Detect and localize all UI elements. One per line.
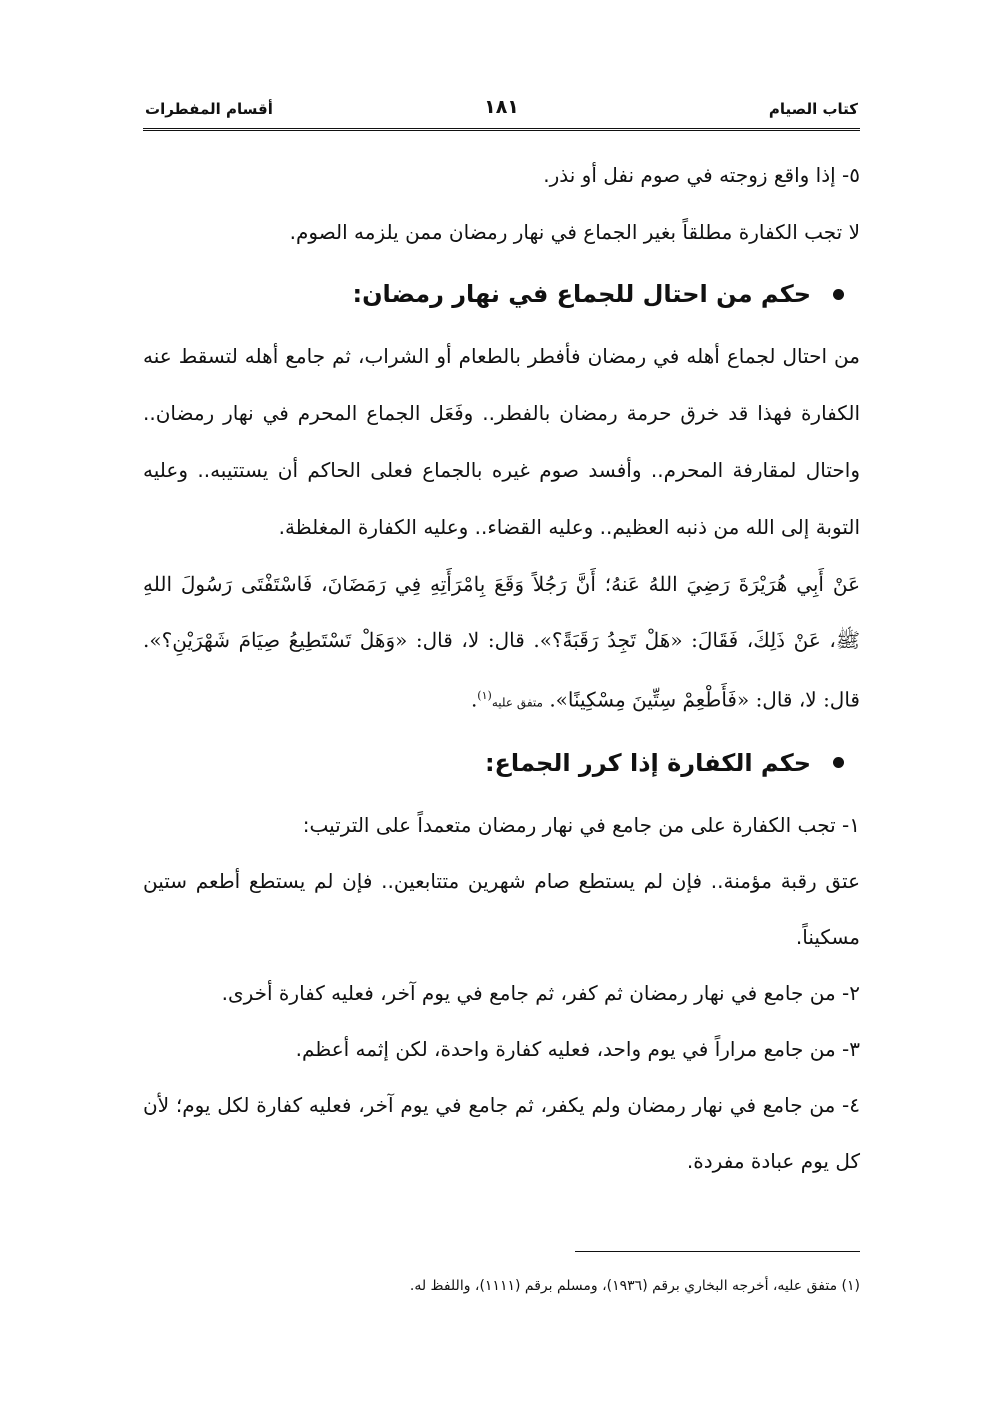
no-kaffara-statement: لا تجب الكفارة مطلقاً بغير الجماع في نهار رمضان ممن يلزمه الصوم. bbox=[289, 220, 860, 244]
list-item-2: ٢- من جامع في نهار رمضان ثم كفر، ثم جامع في يوم آخر، فعليه كفارة أخرى. bbox=[221, 980, 860, 1005]
page-header bbox=[143, 96, 860, 131]
stratagem-paragraph: من احتال لجماع أهله في رمضان فأفطر بالطعام أو الشراب، ثم جامع أهله لتسقط عنه الكفارة فهذا قد خرق حرمة رمضان بالفطر.. وفَعَل الجماع المحرم في نهار رمضان.. واحتال لمقارفة المحرم.. وأفسد صوم غيره بالجماع فعلى الحاكم أن يستتيبه.. وعليه التوبة إلى الله من ذنبه العظيم.. وعليه القضاء.. وعليه الكفارة المغلظة. bbox=[143, 344, 860, 539]
footnote-reference: (١) bbox=[477, 689, 492, 702]
hadith-body: عَنْ أَبِي هُرَيْرَةَ رَضِيَ اللهُ عَنهُ؛ أَنَّ رَجُلاً وَقَعَ بِامْرَأَتِهِ فِي رَمَضَانَ، فَاسْتَفْتَى رَسُولَ اللهِ ﷺ، عَنْ ذَلِكَ، فَقَالَ: «هَلْ تَجِدُ رَقَبَةً؟». قال: لا، قال: «وَهَلْ تَسْتَطِيعُ صِيَامَ شَهْرَيْنِ؟». قال: لا، قال: «فَأَطْعِمْ سِتِّينَ مِسْكِينًا». bbox=[143, 572, 860, 712]
footnote-divider bbox=[575, 1251, 860, 1252]
hadith-text: عَنْ أَبِي هُرَيْرَةَ رَضِيَ اللهُ عَنهُ؛ أَنَّ رَجُلاً وَقَعَ بِامْرَأَتِهِ فِي رَمَضَانَ، فَاسْتَفْتَى رَسُولَ اللهِ ﷺ، عَنْ ذَلِكَ، فَقَالَ: «هَلْ تَجِدُ رَقَبَةً؟». قال: لا، قال: «وَهَلْ تَسْتَطِيعُ صِيَامَ شَهْرَيْنِ؟». قال: لا، قال: «فَأَطْعِمْ سِتِّينَ مِسْكِينًا». متفق عليه$^{(١)}$. bbox=[143, 572, 860, 712]
section-heading-repeat bbox=[143, 743, 860, 783]
page-body bbox=[143, 160, 860, 1189]
hadith-source: متفق عليه bbox=[491, 695, 543, 710]
list-item-1: ١- تجب الكفارة على من جامع في نهار رمضان متعمداً على الترتيب: bbox=[302, 812, 860, 837]
bullet-icon bbox=[833, 289, 844, 300]
page-number: ١٨١ bbox=[484, 96, 519, 118]
heading-text: حكم من احتال للجماع في نهار رمضان: bbox=[352, 280, 811, 308]
list-item-4: ٤- من جامع في نهار رمضان ولم يكفر، ثم جامع في يوم آخر، فعليه كفارة لكل يوم؛ لأن كل يوم عبادة مفردة. bbox=[143, 1092, 860, 1173]
section-title: أقسام المفطرات bbox=[145, 100, 273, 118]
list-item-3: ٣- من جامع مراراً في يوم واحد، فعليه كفارة واحدة، لكن إثمه أعظم. bbox=[295, 1036, 860, 1061]
footnote: (١) متفق عليه، أخرجه البخاري برقم (١٩٣٦)، ومسلم برقم (١١١١)، واللفظ له. bbox=[409, 1278, 860, 1294]
heading-text: حكم الكفارة إذا كرر الجماع: bbox=[484, 748, 811, 777]
list-item-1-detail: عتق رقبة مؤمنة.. فإن لم يستطع صام شهرين متتابعين.. فإن لم يستطع أطعم ستين مسكيناً. bbox=[143, 868, 860, 949]
list-item-5: ٥- إذا واقع زوجته في صوم نفل أو نذر. bbox=[543, 163, 860, 187]
bullet-icon bbox=[833, 757, 844, 768]
section-heading-stratagem bbox=[143, 274, 860, 314]
book-title: كتاب الصيام bbox=[768, 100, 858, 118]
